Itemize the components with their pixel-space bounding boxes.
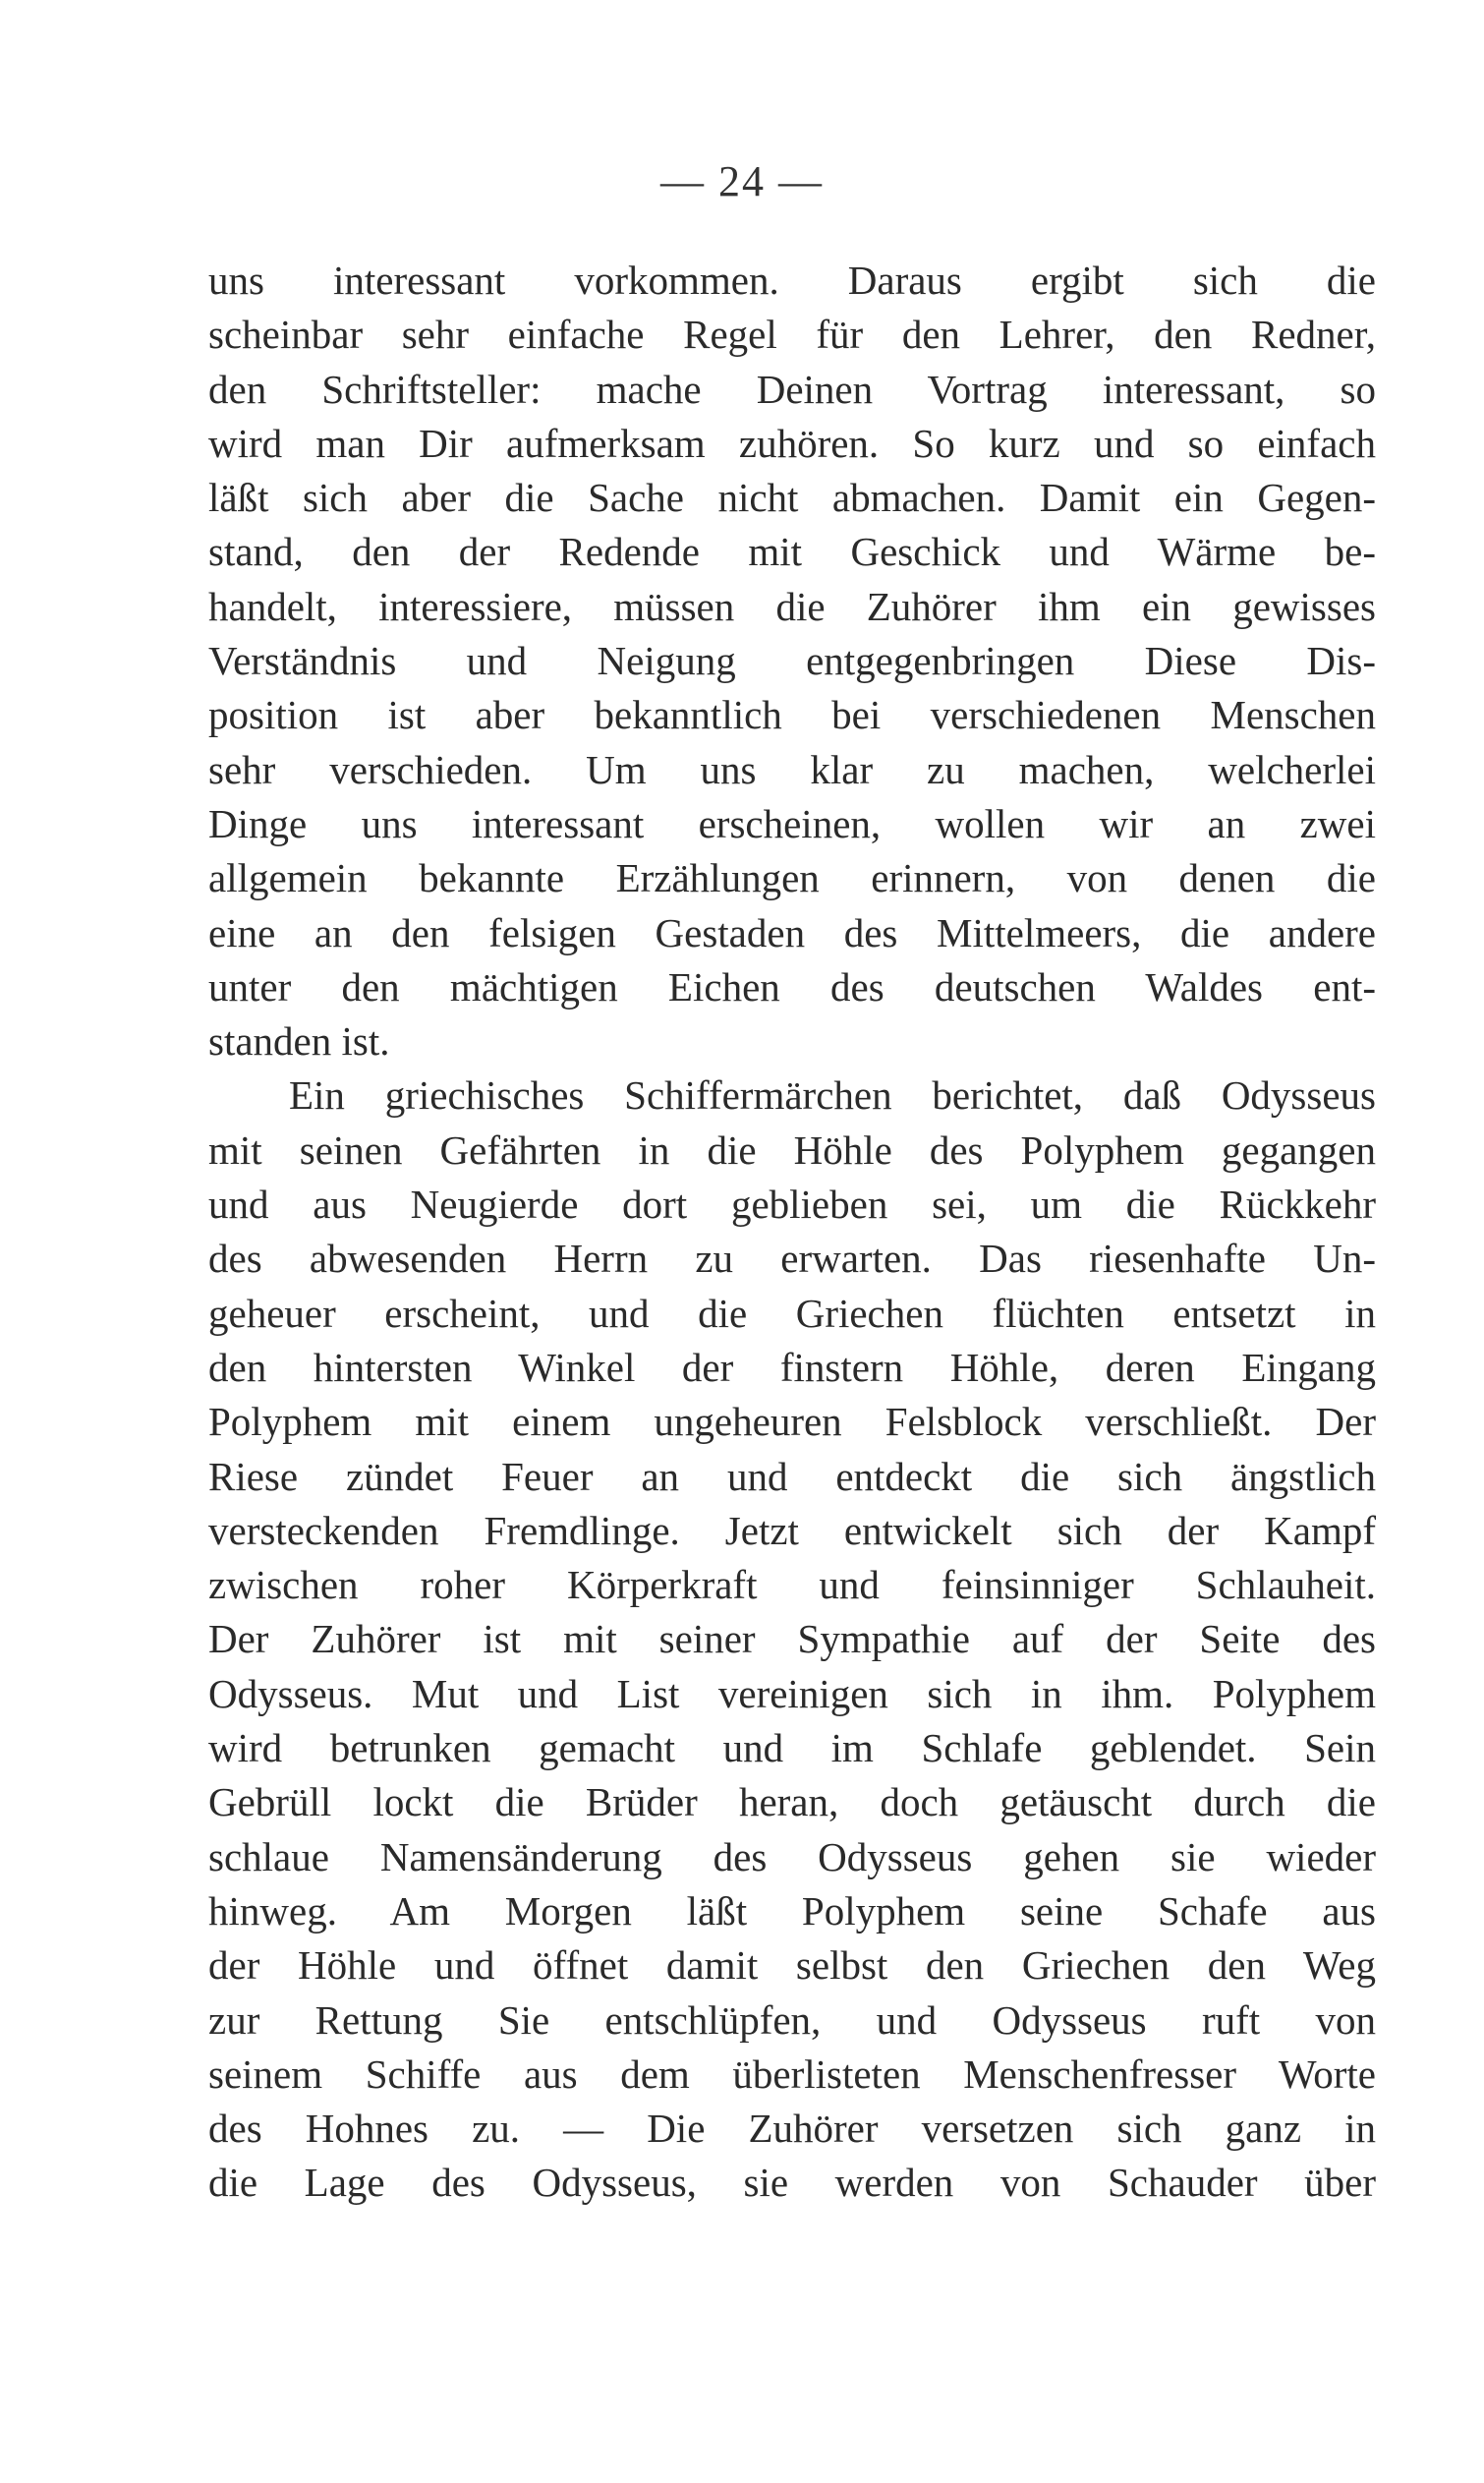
text-line: Odysseus. Mut und List vereinigen sich in ihm. Polyphem bbox=[208, 1670, 1376, 1716]
text-line: wird man Dir aufmerksam zuhören. So kurz und so einfach bbox=[208, 420, 1376, 466]
text-line: und aus Neugierde dort geblieben sei, um die Rückkehr bbox=[208, 1182, 1376, 1228]
text-line: handelt, interessiere, müssen die Zuhörer ihm ein gewisses bbox=[208, 583, 1376, 629]
text-line: versteckenden Fremdlinge. Jetzt entwickelt sich der Kampf bbox=[208, 1507, 1376, 1553]
text-line: scheinbar sehr einfache Regel für den Lehrer, den Redner, bbox=[208, 312, 1376, 358]
text-line: Gebrüll lockt die Brüder heran, doch getäuscht durch die bbox=[208, 1779, 1376, 1825]
text-line: position ist aber bekanntlich bei verschiedenen Menschen bbox=[208, 692, 1376, 738]
text-line: geheuer erscheint, und die Griechen flüchten entsetzt in bbox=[208, 1290, 1376, 1336]
text-line: uns interessant vorkommen. Daraus ergibt sich die bbox=[208, 258, 1376, 303]
text-line: den Schriftsteller: mache Deinen Vortrag interessant, so bbox=[208, 366, 1376, 412]
text-line: wird betrunken gemacht und im Schlafe geblendet. Sein bbox=[208, 1725, 1376, 1771]
text-line: eine an den felsigen Gestaden des Mittelmeers, die andere bbox=[208, 909, 1376, 955]
text-line: Verständnis und Neigung entgegenbringen Diese Dis- bbox=[208, 638, 1376, 684]
text-line: zwischen roher Körperkraft und feinsinniger Schlauheit. bbox=[208, 1562, 1376, 1608]
text-line: Der Zuhörer ist mit seiner Sympathie auf der Seite des bbox=[208, 1616, 1376, 1662]
text-line: die Lage des Odysseus, sie werden von Schauder über bbox=[208, 2160, 1376, 2206]
text-line: zur Rettung Sie entschlüpfen, und Odysseus ruft von bbox=[208, 1996, 1376, 2043]
text-line: der Höhle und öffnet damit selbst den Griechen den Weg bbox=[208, 1942, 1376, 1989]
text-line: allgemein bekannte Erzählungen erinnern, von denen die bbox=[208, 855, 1376, 901]
body-text bbox=[208, 254, 1376, 2211]
text-line: sehr verschieden. Um uns klar zu machen, welcherlei bbox=[208, 746, 1376, 792]
text-line: mit seinen Gefährten in die Höhle des Polyphem gegangen bbox=[208, 1126, 1376, 1173]
text-line: läßt sich aber die Sache nicht abmachen. Damit ein Gegen- bbox=[208, 475, 1376, 521]
text-line: Ein griechisches Schiffermärchen berichtet, daß Odysseus bbox=[289, 1072, 1376, 1119]
text-line: hinweg. Am Morgen läßt Polyphem seine Schafe aus bbox=[208, 1887, 1376, 1934]
text-line: unter den mächtigen Eichen des deutschen Waldes ent- bbox=[208, 963, 1376, 1010]
text-line: Polyphem mit einem ungeheuren Felsblock verschließt. Der bbox=[208, 1399, 1376, 1445]
text-line: schlaue Namensänderung des Odysseus gehen sie wieder bbox=[208, 1833, 1376, 1879]
text-line: standen ist. bbox=[208, 1018, 390, 1065]
text-line: Dinge uns interessant erscheinen, wollen wir an zwei bbox=[208, 800, 1376, 846]
text-line: seinem Schiffe aus dem überlisteten Menschenfresser Worte bbox=[208, 2050, 1376, 2097]
text-line: den hintersten Winkel der finstern Höhle, deren Eingang bbox=[208, 1344, 1376, 1390]
page-number: — 24 — bbox=[660, 157, 824, 205]
text-line: des Hohnes zu. — Die Zuhörer versetzen sich ganz in bbox=[208, 2106, 1376, 2152]
text-line: Riese zündet Feuer an und entdeckt die sich ängstlich bbox=[208, 1453, 1376, 1499]
text-line: stand, den der Redende mit Geschick und Wärme be- bbox=[208, 529, 1376, 575]
text-line: des abwesenden Herrn zu erwarten. Das riesenhafte Un- bbox=[208, 1236, 1376, 1282]
